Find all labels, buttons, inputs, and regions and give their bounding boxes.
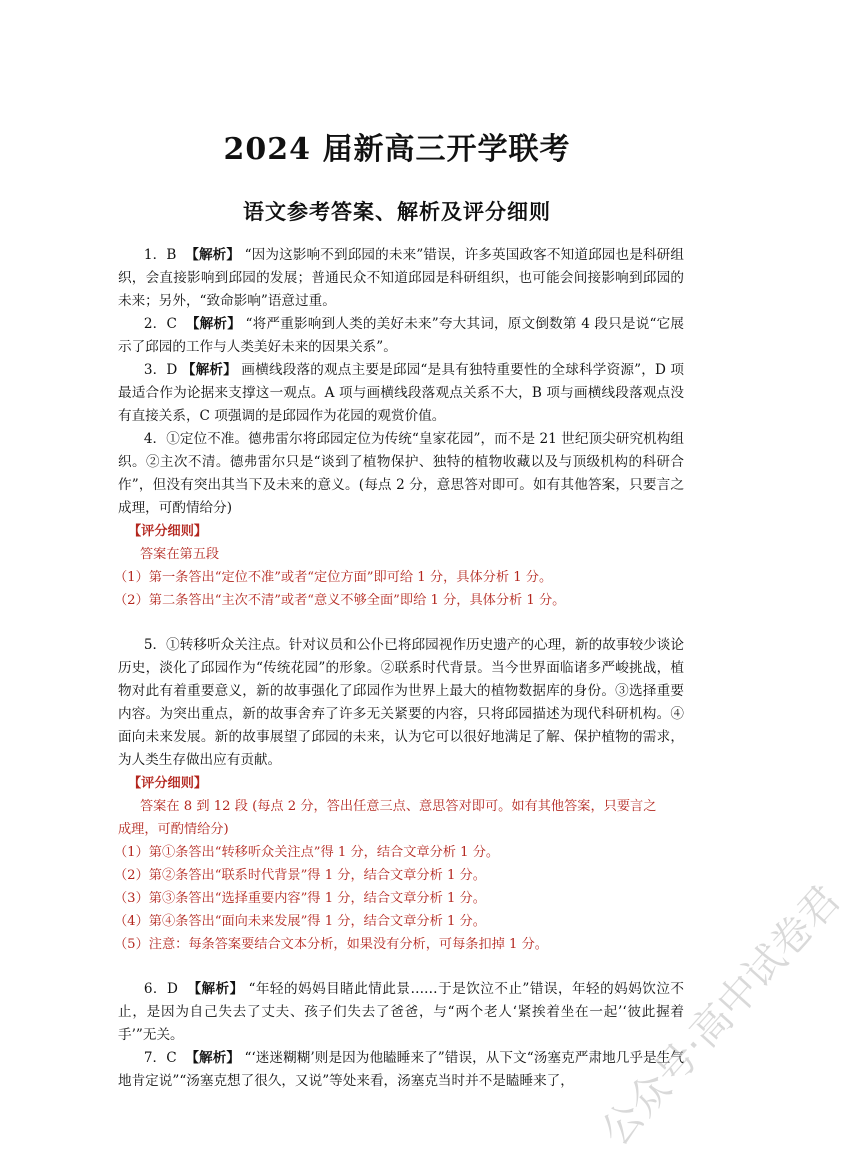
item-text: “将严重影响到人类的美好未来”夸大其词，原文倒数第 4 段只是说“它展示了邱园的工作与人类美好未来的因果关系”。	[118, 316, 684, 355]
answer-item-6	[118, 978, 684, 1047]
scoring-line: （4）第④条答出“面向未来发展”得 1 分，结合文章分析 1 分。	[114, 914, 486, 929]
page-subtitle: 语文参考答案、解析及评分细则	[243, 199, 551, 224]
analysis-tag: 【解析】	[185, 1050, 241, 1066]
item-number: 2．C	[143, 316, 177, 332]
answer-item-3	[118, 359, 684, 428]
scoring-line: （2）第②条答出“联系时代背景”得 1 分，结合文章分析 1 分。	[114, 868, 486, 883]
item-number: 4．	[143, 431, 167, 447]
answer-item-1	[118, 244, 684, 313]
answer-body	[114, 244, 684, 1093]
scoring-line: （3）第③条答出“选择重要内容”得 1 分，结合文章分析 1 分。	[114, 891, 486, 906]
watermark: 公众号·高中试卷君	[592, 876, 850, 1155]
item-number: 7．C	[143, 1050, 177, 1066]
scoring-rules-5	[114, 772, 684, 956]
scoring-header: 【评分细则】	[128, 776, 208, 791]
scoring-line: （1）第一条答出“定位不准”或者“定位方面”即可给 1 分，具体分析 1 分。	[114, 570, 553, 585]
item-number: 1．B	[143, 247, 177, 263]
item-text: ①转移听众关注点。针对议员和公仆已将邱园视作历史遗产的心理，新的故事较少谈论历史，淡化了邱园作为“传统花园”的形象。②联系时代背景。当今世界面临诸多严峻挑战，植物对此有着重要意义，新的故事强化了邱园作为世界上最大的植物数据库的身份。③选择重要内容。为突出重点，新的故事舍弃了许多无关紧要的内容，只将邱园描述为现代科研机构。④面向未来发展。新的故事展望了邱园的未来，认为它可以很好地满足了解、保护植物的需求，为人类生存做出应有贡献。	[118, 637, 684, 768]
scoring-note: 答案在 8 到 12 段 (每点 2 分，答出任意三点、意思答对即可。如有其他答案，只要言之	[140, 799, 657, 814]
scoring-line: （1）第①条答出“转移听众关注点”得 1 分，结合文章分析 1 分。	[114, 845, 500, 860]
item-number: 6．D	[143, 981, 178, 997]
item-text: ①定位不准。德弗雷尔将邱园定位为传统“皇家花园”，而不是 21 世纪顶尖研究机构组织。②主次不清。德弗雷尔只是“谈到了植物保护、独特的植物收藏以及与顶级机构的科研合作”，但没有突出其当下及未来的意义。(每点 2 分，意思答对即可。如有其他答案，只要言之成理，可酌情给分)	[118, 431, 684, 516]
item-number: 5．	[143, 637, 167, 653]
scoring-note-cont: 成理，可酌情给分)	[118, 822, 229, 837]
scoring-note: 答案在第五段	[140, 547, 220, 562]
item-number: 3．D	[143, 362, 178, 378]
answer-item-5	[118, 634, 684, 772]
page-title: 2024 届新高三开学联考	[223, 132, 571, 167]
analysis-tag: 【解析】	[185, 316, 241, 332]
scoring-header: 【评分细则】	[128, 524, 208, 539]
analysis-tag: 【解析】	[181, 362, 237, 378]
scoring-line: （5）注意：每条答案要结合文本分析，如果没有分析，可每条扣掉 1 分。	[114, 937, 548, 952]
item-text: “年轻的妈妈目睹此情此景……于是饮泣不止”错误，年轻的妈妈饮泣不止，是因为自己失去了丈夫、孩子们失去了爸爸，与“两个老人‘紧挨着坐在一起’‘彼此握着手’”无关。	[118, 981, 684, 1043]
analysis-tag: 【解析】	[185, 247, 241, 263]
scoring-line: （2）第二条答出“主次不清”或者“意义不够全面”即给 1 分，具体分析 1 分。	[114, 593, 566, 608]
answer-item-2	[118, 313, 684, 359]
scoring-rules-4	[114, 520, 684, 612]
item-text: 画横线段落的观点主要是邱园“是具有独特重要性的全球科学资源”，D 项最适合作为论据来支撑这一观点。A 项与画横线段落观点关系不大，B 项与画横线段落观点没有直接关系，C 项强调的是邱园作为花园的观赏价值。	[118, 362, 684, 424]
analysis-tag: 【解析】	[187, 981, 244, 997]
answer-item-7	[118, 1047, 684, 1093]
item-text: “‘迷迷糊糊’则是因为他瞌睡来了”错误，从下文“汤塞克严肃地几乎是生气地肯定说”“汤塞克想了很久，又说”等处来看，汤塞克当时并不是瞌睡来了，	[118, 1050, 684, 1089]
answer-item-4	[118, 428, 684, 520]
item-text: “因为这影响不到邱园的未来”错误，许多英国政客不知道邱园也是科研组织，会直接影响到邱园的发展；普通民众不知道邱园是科研组织，也可能会间接影响到邱园的未来；另外，“致命影响”语意过重。	[118, 247, 684, 309]
